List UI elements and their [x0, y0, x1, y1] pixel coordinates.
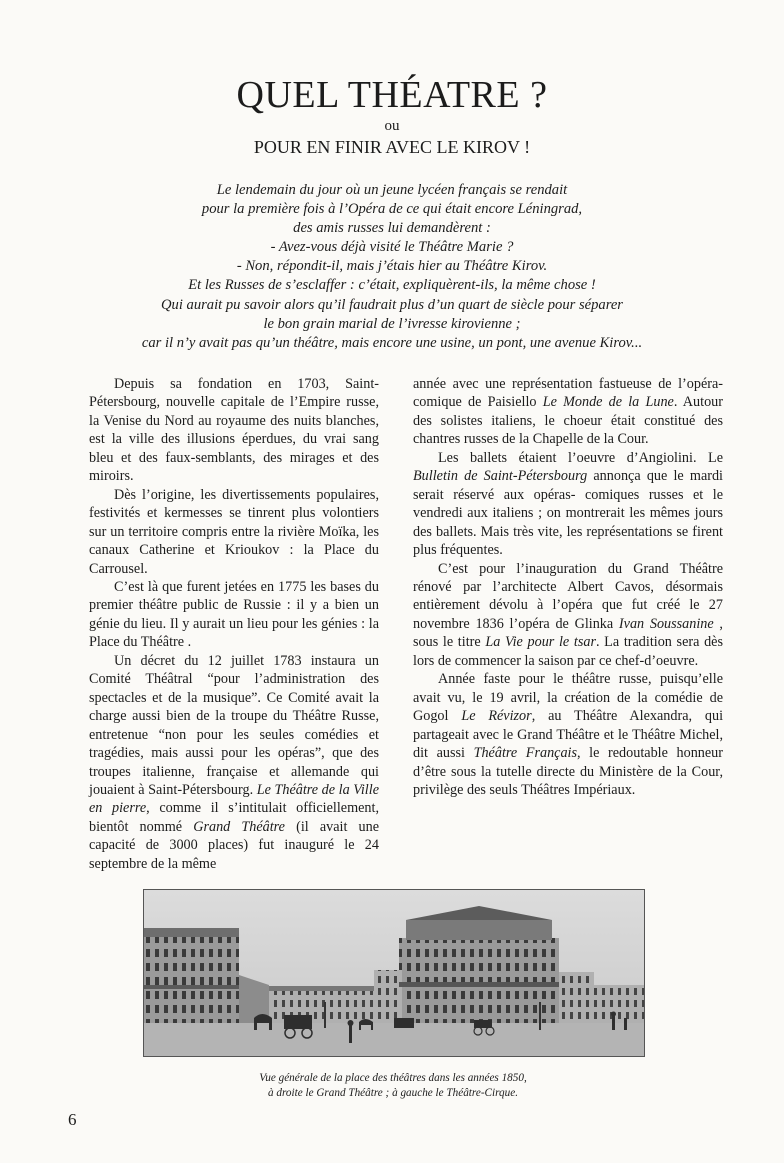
intro-line: car il n’y avait pas qu’un théâtre, mais encore une usine, un pont, une avenue Kirov... [141, 334, 643, 351]
paragraph [413, 449, 723, 560]
italic-title: Ivan Soussanine [618, 615, 714, 632]
intro-line: pour la première fois à l’Opéra de ce qui était encore Léningrad, [201, 201, 583, 218]
historical-engraving [143, 889, 645, 1057]
text-run: , sous le titre [413, 615, 723, 651]
intro-epigraph [80, 181, 704, 353]
intro-line: Qui aurait pu savoir alors qu’il faudrait plus d’un quart de siècle pour séparer [161, 296, 623, 313]
text-run: (il avait une capacité de 3000 places) fut inauguré le 24 septembre de la même [89, 818, 379, 872]
paragraph [413, 670, 723, 799]
paragraph [413, 560, 723, 671]
text-run: C’est pour l’inauguration du Grand Théâtre rénové par l’architecte Albert Cavos, désormais entièrement dévolu à l’opéra que fut créé le 27 novembre 1836 l’opéra de Glinka [413, 560, 723, 632]
text-run: , au Théâtre Alexandra, qui partageait avec le Grand Théâtre et le Théâtre Michel, dit aussi [413, 708, 724, 762]
engraving-illustration [144, 890, 644, 1056]
text-run: Les ballets étaient l’oeuvre d’Angiolini. Le [438, 449, 723, 466]
text-run: Année faste pour le théâtre russe, puisqu’elle avait vu, le 19 avril, la création de la comédie de Gogol [413, 671, 723, 725]
intro-line: - Avez-vous déjà visité le Théâtre Marie ? [270, 239, 514, 256]
text-run: , le redoutable honneur d’être sous la tutelle directe du Ministère de la Cour, privilège des seuls Théâtres Impériaux. [413, 745, 724, 798]
left-column [89, 375, 379, 873]
italic-title: La Vie pour le tsar [485, 634, 596, 651]
caption-line: à droite le Grand Théâtre ; à gauche le Théâtre-Cirque. [267, 1086, 519, 1099]
paragraph [89, 652, 379, 873]
caption-line: Vue générale de la place des théâtres dans les années 1850, [259, 1072, 527, 1084]
italic-title: Le Révizor [461, 708, 532, 725]
italic-title: Le Théâtre de la Ville en pierre [89, 781, 379, 817]
italic-title: Bulletin de Saint-Pétersbourg [413, 468, 588, 485]
intro-line: Le lendemain du jour où un jeune lycéen français se rendait [216, 182, 568, 198]
text-run: Un décret du 12 juillet 1783 instaura un Comité Théâtral “pour l’administration des spectacles et de la musique”. Ce Comité avait la charge aussi bien de la troupe du Théâtre Russe, entretenue “non pour les seules comédies et tragédies, mais aussi pour les opéras”, que des troupes italienne, française et allemande qui jouaient à Saint-Pétersbourg. [89, 652, 379, 798]
italic-title: Théâtre Français [473, 745, 578, 762]
text-run: année avec une représentation fastueuse de l’opéra-comique de Paisiello [413, 376, 723, 411]
text-run: . La tradition sera dès lors de commencer la saison par ce chef-d’oeuvre. [413, 634, 723, 669]
right-column [413, 375, 723, 799]
paragraph: C’est là que furent jetées en 1775 les bases du premier théâtre public de Russie : il y a bien un génie du lieu. Il y aurait un lieu pour les génies : la Place du Théâtre . [89, 578, 379, 651]
text-run: annonça que le mardi serait réservé aux opéras- comiques russes et le vendredi aux italiens ; on montrerait les mêmes jours des ballets. Mais très vite, les représentations se firent plus fréquentes. [413, 468, 723, 559]
figure-caption [140, 1071, 646, 1100]
article-subtitle: POUR EN FINIR AVEC LE KIROV ! [253, 137, 531, 157]
intro-line: Et les Russes de s’esclaffer : c’était, expliquèrent-ils, la même chose ! [188, 277, 596, 294]
article-title: QUEL THÉATRE ? [236, 74, 548, 116]
text-run: , comme il s’intitulait officiellement, bientôt nommé [89, 800, 379, 835]
italic-title: Grand Théâtre [193, 818, 285, 835]
intro-line: des amis russes lui demandèrent : [293, 220, 491, 237]
intro-line: - Non, répondit-il, mais j’étais hier au Théâtre Kirov. [236, 258, 548, 275]
page-number: 6 [68, 1110, 77, 1129]
title-connector: ou [384, 118, 400, 134]
paragraph [413, 375, 723, 449]
text-run: . Autour des solistes italiens, le choeur était constitué des chantres russes de la Chapelle de la Cour. [413, 394, 723, 448]
italic-title: Le Monde de la Lune [542, 394, 674, 411]
paragraph: Depuis sa fondation en 1703, Saint-Pétersbourg, nouvelle capitale de l’Empire russe, la Venise du Nord au royaume des nuits blanches, est la ville des illusions éperdues, du vrai sang bleu et des faux-semblants, des mirages et des miroirs. [89, 376, 379, 485]
intro-line: le bon grain marial de l’ivresse kirovienne ; [263, 315, 521, 332]
paragraph: Dès l’origine, les divertissements populaires, festivités et kermesses se tinrent plus volontiers sur un territoire compris entre la rivière Moïka, les canaux Catherine et Krioukov : la Place du Carrousel. [89, 486, 379, 577]
